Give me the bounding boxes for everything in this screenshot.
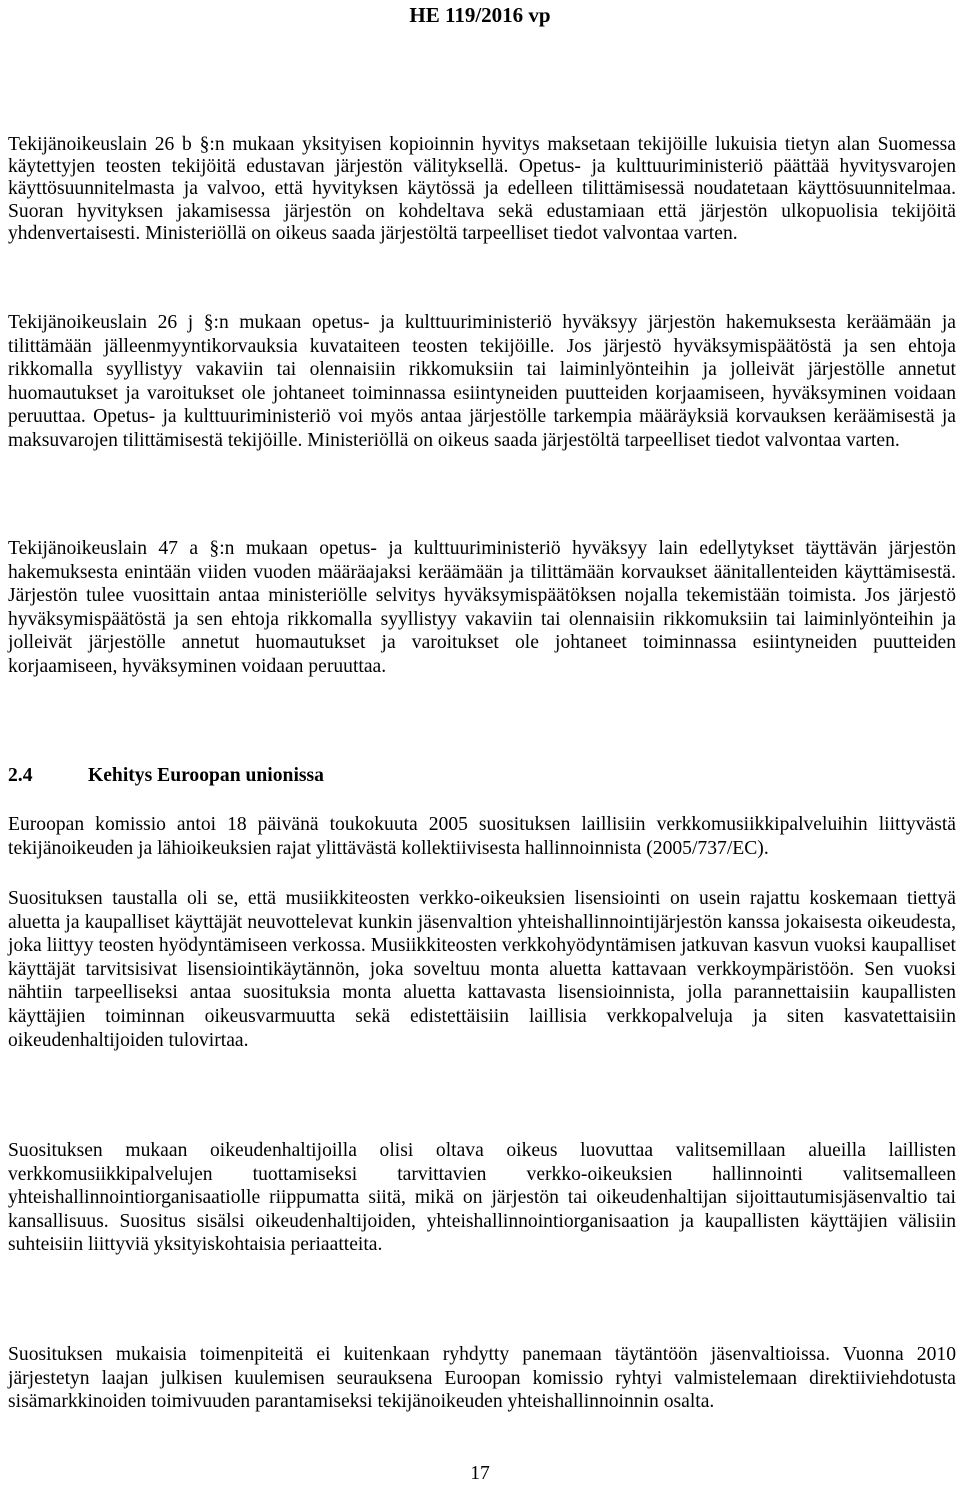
page-number: 17 <box>470 1463 490 1484</box>
paragraph-commission-recommendation: Euroopan komissio antoi 18 päivänä toukokuuta 2005 suosituksen laillisiin verkkomusiikkipalveluihin liittyvästä tekijänoikeuden ja lähioikeuksien rajat ylittävästä kollektiivisesta hallinnoinnista (2005/737/EC). <box>8 814 956 859</box>
paragraph-recommendation-background: Suosituksen taustalla oli se, että musiikkiteosten verkko-oikeuksien lisensiointi on usein rajattu koskemaan tiettyä aluetta ja kaupalliset käyttäjät neuvottelevat kunkin jäsenvaltion yhteishallinnointijärjestön kanssa jokaisesta oikeudesta, joka liittyy teosten hyödyntämiseen verkossa. Musiikkiteosten verkkohyödyntämisen jatkuvan kasvun vuoksi kaupalliset käyttäjät tarvitsisivat lisensiointikäytännön, joka soveltuu monta aluetta kattavaan verkkoympäristöön. Sen vuoksi nähtiin tarpeelliseksi antaa suosituksia monta aluetta kattavasta lisensioinnista, jolla parannettaisiin kaupallisten käyttäjien toiminnan oikeusvarmuutta sekä edistettäisiin laillisia verkkopalveluja ja siten kasvatettaisiin oikeudenhaltijoiden tulovirtaa. <box>8 888 956 1051</box>
paragraph-implementation: Suosituksen mukaisia toimenpiteitä ei kuitenkaan ryhdytty panemaan täytäntöön jäsenvaltioissa. Vuonna 2010 järjestetyn laajan julkisen kuulemisen seurauksena Euroopan komissio ryhtyi valmistelemaan direktiiviehdotusta sisämarkkinoiden toimivuuden parantamiseksi tekijänoikeuden yhteishallinnoinnin osalta. <box>8 1344 956 1413</box>
section-heading <box>8 764 324 788</box>
section-number: 2.4 <box>8 765 33 786</box>
section-title: Kehitys Euroopan unionissa <box>88 765 324 786</box>
paragraph-resale-compensation: Tekijänoikeuslain 26 j §:n mukaan opetus- ja kulttuuriministeriö hyväksyy järjestön hakemuksesta keräämään ja tilittämään jälleenmyyntikorvauksia kuvataiteen teosten tekijöille. Jos järjestö hyväksymispäätöstä ja sen ehtoja rikkomalla syyllistyy vakaviin tai olennaisiin rikkomuksiin tai laiminlyönteihin ja jolleivät järjestölle annetut huomautukset ja varoitukset ole johtaneet toiminnassa esiintyneiden puutteiden korjaamiseen, hyväksyminen voidaan peruuttaa. Opetus- ja kulttuuriministeriö voi myös antaa järjestölle tarkempia määräyksiä korvauksen keräämisestä ja maksuvarojen tilittämisestä tekijöille. Ministeriöllä on oikeus saada järjestöltä tarpeelliset tiedot valvontaa varten. <box>8 312 956 451</box>
paragraph-copying-compensation: Tekijänoikeuslain 26 b §:n mukaan yksityisen kopioinnin hyvitys maksetaan tekijöille lukuisia tietyn alan Suomessa käytettyjen teosten tekijöitä edustavan järjestön välityksellä. Opetus- ja kulttuuriministeriö päättää hyvitysvarojen käyttösuunnitelmasta ja valvoo, että hyvityksen käytössä ja edelleen tilittämisessä noudatetaan käyttösuunnitelmaa. Suoran hyvityksen jakamisessa järjestön on kohdeltava sekä edustamiaan että järjestön ulkopuolisia tekijöitä yhdenvertaisesti. Ministeriöllä on oikeus saada järjestöltä tarpeelliset tiedot valvontaa varten. <box>8 134 956 244</box>
paragraph-sound-recordings: Tekijänoikeuslain 47 a §:n mukaan opetus- ja kulttuuriministeriö hyväksyy lain edellytykset täyttävän järjestön hakemuksesta enintään viiden vuoden määräajaksi keräämään ja tilittämään korvaukset äänitallenteiden käyttämisestä. Järjestön tulee vuosittain antaa ministeriölle selvitys hyväksymispäätöksen nojalla tekemistään toimista. Jos järjestö hyväksymispäätöstä ja sen ehtoja rikkomalla syyllistyy vakaviin tai olennaisiin rikkomuksiin tai laiminlyönteihin ja jolleivät järjestölle annetut huomautukset ja varoitukset ole johtaneet toiminnassa esiintyneiden puutteiden korjaamiseen, hyväksyminen voidaan peruuttaa. <box>8 538 956 677</box>
document-id-header: HE 119/2016 vp <box>409 3 551 27</box>
paragraph-rightholder-choice: Suosituksen mukaan oikeudenhaltijoilla olisi oltava oikeus luovuttaa valitsemillaan alueilla laillisten verkkomusiikkipalvelujen tuottamiseksi tarvittavien verkko-oikeuksien hallinnointi valitsemalleen yhteishallinnointiorganisaatiolle riippumatta siitä, mikä on järjestön tai oikeudenhaltijan sijoittautumisjäsenvaltio tai kansallisuus. Suositus sisälsi oikeudenhaltijoiden, yhteishallinnointiorganisaation ja kaupallisten käyttäjien välisiin suhteisiin liittyviä yksityiskohtaisia periaatteita. <box>8 1140 956 1256</box>
